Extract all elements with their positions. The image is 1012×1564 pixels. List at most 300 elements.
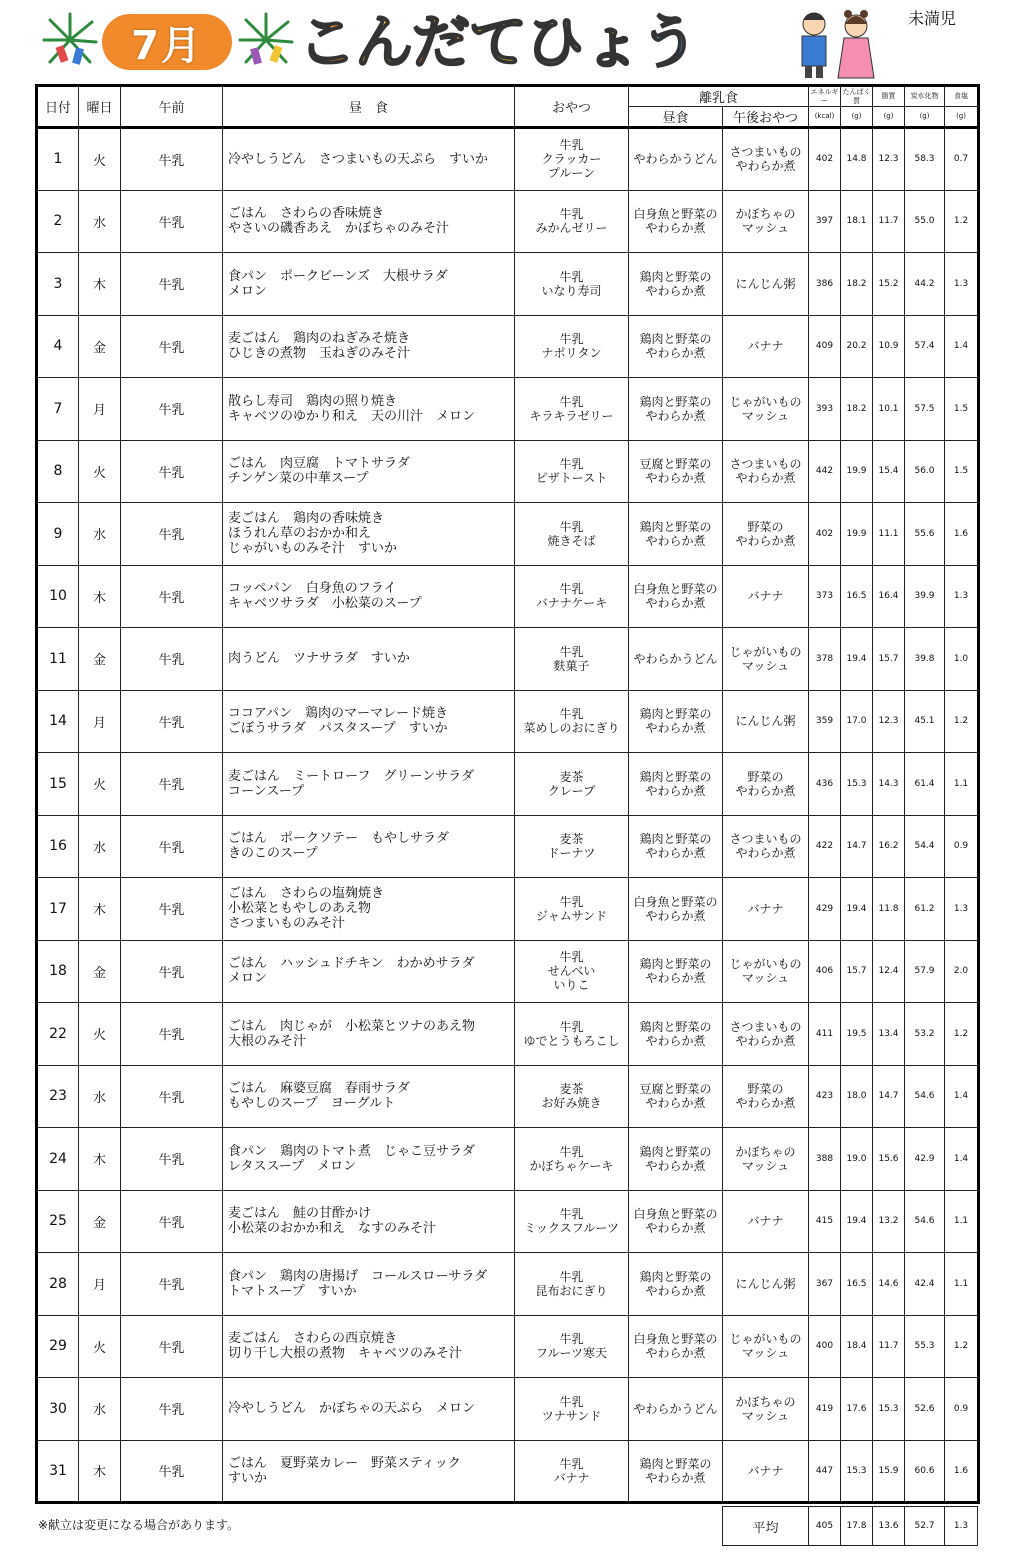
baby-snack-cell: にんじん粥 [723, 253, 809, 316]
table-row [37, 253, 979, 316]
snack-cell: 牛乳 クラッカー プルーン [515, 128, 629, 191]
morning-cell: 牛乳 [121, 378, 223, 441]
average-carbs: 52.7 [905, 1507, 945, 1546]
weekday-cell: 月 [79, 690, 121, 753]
weekday-cell: 金 [79, 628, 121, 691]
morning-cell: 牛乳 [121, 440, 223, 503]
energy-cell: 429 [809, 878, 841, 941]
snack-cell: 牛乳 ジャムサンド [515, 878, 629, 941]
protein-cell: 19.9 [841, 440, 873, 503]
carbs-cell: 44.2 [905, 253, 945, 316]
fat-cell: 16.2 [873, 815, 905, 878]
title-char: ひ [526, 8, 584, 76]
header-baby-food: 離乳食 [629, 86, 809, 107]
carbs-cell: 54.4 [905, 815, 945, 878]
energy-cell: 359 [809, 690, 841, 753]
baby-lunch-cell: 鶏肉と野菜の やわらか煮 [629, 503, 723, 566]
date-cell: 17 [37, 878, 79, 941]
lunch-cell: 麦ごはん 鶏肉のねぎみそ焼き ひじきの煮物 玉ねぎのみそ汁 [223, 315, 515, 378]
protein-cell: 16.5 [841, 1253, 873, 1316]
lunch-cell: 散らし寿司 鶏肉の照り焼き キャベツのゆかり和え 天の川汁 メロン [223, 378, 515, 441]
fat-cell: 15.3 [873, 1378, 905, 1441]
average-energy: 405 [809, 1507, 841, 1546]
header-fat: 脂質 [873, 86, 905, 107]
date-cell: 10 [37, 565, 79, 628]
salt-cell: 1.6 [945, 503, 979, 566]
date-cell: 31 [37, 1440, 79, 1503]
firework-left-icon [40, 10, 100, 70]
energy-cell: 388 [809, 1128, 841, 1191]
snack-cell: 牛乳 ナポリタン [515, 315, 629, 378]
table-row [37, 315, 979, 378]
header-fat-unit: (g) [873, 107, 905, 128]
table-row [37, 503, 979, 566]
menu-table [35, 84, 980, 1504]
energy-cell: 422 [809, 815, 841, 878]
morning-cell: 牛乳 [121, 1378, 223, 1441]
table-row [37, 1378, 979, 1441]
protein-cell: 18.1 [841, 190, 873, 253]
snack-cell: 牛乳 ツナサンド [515, 1378, 629, 1441]
snack-cell: 牛乳 昆布おにぎり [515, 1253, 629, 1316]
morning-cell: 牛乳 [121, 1190, 223, 1253]
protein-cell: 19.4 [841, 1190, 873, 1253]
carbs-cell: 57.9 [905, 940, 945, 1003]
average-row [723, 1507, 978, 1546]
morning-cell: 牛乳 [121, 565, 223, 628]
snack-cell: 牛乳 かぼちゃケーキ [515, 1128, 629, 1191]
lunch-cell: ごはん 肉じゃが 小松菜とツナのあえ物 大根のみそ汁 [223, 1003, 515, 1066]
baby-lunch-cell: 白身魚と野菜の やわらか煮 [629, 565, 723, 628]
snack-cell: 牛乳 ミックスフルーツ [515, 1190, 629, 1253]
morning-cell: 牛乳 [121, 753, 223, 816]
lunch-cell: 食パン 鶏肉の唐揚げ コールスローサラダ トマトスープ すいか [223, 1253, 515, 1316]
baby-lunch-cell: 鶏肉と野菜の やわらか煮 [629, 378, 723, 441]
page-title [298, 6, 697, 78]
grade-label: 未満児 [908, 9, 957, 28]
date-cell: 28 [37, 1253, 79, 1316]
morning-cell: 牛乳 [121, 315, 223, 378]
weekday-cell: 水 [79, 190, 121, 253]
lunch-cell: 麦ごはん 鮭の甘酢かけ 小松菜のおかか和え なすのみそ汁 [223, 1190, 515, 1253]
footer-note: ※献立は変更になる場合があります。 [38, 1518, 240, 1532]
lunch-cell: 食パン ポークビーンズ 大根サラダ メロン [223, 253, 515, 316]
baby-lunch-cell: 鶏肉と野菜の やわらか煮 [629, 315, 723, 378]
snack-cell: 牛乳 みかんゼリー [515, 190, 629, 253]
lunch-cell: ごはん ハッシュドチキン わかめサラダ メロン [223, 940, 515, 1003]
header-salt: 食塩 [945, 86, 979, 107]
header-snack: おやつ [515, 86, 629, 128]
salt-cell: 1.2 [945, 1315, 979, 1378]
table-row [37, 878, 979, 941]
salt-cell: 1.3 [945, 878, 979, 941]
fat-cell: 12.3 [873, 128, 905, 191]
table-row [37, 190, 979, 253]
lunch-cell: ごはん 麻婆豆腐 春雨サラダ もやしのスープ ヨーグルト [223, 1065, 515, 1128]
table-row [37, 1440, 979, 1503]
baby-snack-cell: さつまいもの やわらか煮 [723, 440, 809, 503]
baby-snack-cell: じゃがいもの マッシュ [723, 628, 809, 691]
morning-cell: 牛乳 [121, 1128, 223, 1191]
weekday-cell: 水 [79, 503, 121, 566]
average-label: 平均 [723, 1507, 809, 1546]
fat-cell: 11.7 [873, 190, 905, 253]
fat-cell: 12.4 [873, 940, 905, 1003]
date-cell: 14 [37, 690, 79, 753]
carbs-cell: 45.1 [905, 690, 945, 753]
snack-cell: 牛乳 焼きそば [515, 503, 629, 566]
morning-cell: 牛乳 [121, 878, 223, 941]
date-cell: 8 [37, 440, 79, 503]
date-cell: 18 [37, 940, 79, 1003]
carbs-cell: 52.6 [905, 1378, 945, 1441]
baby-lunch-cell: やわらかうどん [629, 628, 723, 691]
morning-cell: 牛乳 [121, 690, 223, 753]
energy-cell: 411 [809, 1003, 841, 1066]
weekday-cell: 木 [79, 565, 121, 628]
fat-cell: 15.9 [873, 1440, 905, 1503]
carbs-cell: 39.9 [905, 565, 945, 628]
fat-cell: 14.6 [873, 1253, 905, 1316]
snack-cell: 牛乳 バナナ [515, 1440, 629, 1503]
weekday-cell: 火 [79, 1315, 121, 1378]
snack-cell: 牛乳 フルーツ寒天 [515, 1315, 629, 1378]
date-cell: 25 [37, 1190, 79, 1253]
carbs-cell: 42.4 [905, 1253, 945, 1316]
morning-cell: 牛乳 [121, 190, 223, 253]
weekday-cell: 火 [79, 753, 121, 816]
energy-cell: 436 [809, 753, 841, 816]
table-row [37, 940, 979, 1003]
baby-snack-cell: にんじん粥 [723, 690, 809, 753]
salt-cell: 1.2 [945, 690, 979, 753]
table-row [37, 815, 979, 878]
lunch-cell: ごはん ポークソテー もやしサラダ きのこのスープ [223, 815, 515, 878]
salt-cell: 1.1 [945, 753, 979, 816]
salt-cell: 1.0 [945, 628, 979, 691]
baby-snack-cell: バナナ [723, 1190, 809, 1253]
baby-snack-cell: にんじん粥 [723, 1253, 809, 1316]
date-cell: 16 [37, 815, 79, 878]
fat-cell: 11.1 [873, 503, 905, 566]
title-char: ん [355, 8, 413, 76]
carbs-cell: 55.3 [905, 1315, 945, 1378]
date-cell: 1 [37, 128, 79, 191]
baby-lunch-cell: 鶏肉と野菜の やわらか煮 [629, 1440, 723, 1503]
month-label: 7月 [131, 22, 203, 69]
energy-cell: 409 [809, 315, 841, 378]
carbs-cell: 56.0 [905, 440, 945, 503]
protein-cell: 16.5 [841, 565, 873, 628]
fat-cell: 14.7 [873, 1065, 905, 1128]
header-morning: 午前 [121, 86, 223, 128]
salt-cell: 2.0 [945, 940, 979, 1003]
month-badge [102, 14, 232, 70]
header-energy-unit: (kcal) [809, 107, 841, 128]
snack-cell: 牛乳 せんべい いりこ [515, 940, 629, 1003]
date-cell: 24 [37, 1128, 79, 1191]
salt-cell: 1.3 [945, 253, 979, 316]
carbs-cell: 58.3 [905, 128, 945, 191]
lunch-cell: 冷やしうどん かぼちゃの天ぷら メロン [223, 1378, 515, 1441]
fat-cell: 13.4 [873, 1003, 905, 1066]
protein-cell: 18.0 [841, 1065, 873, 1128]
fat-cell: 15.2 [873, 253, 905, 316]
protein-cell: 18.4 [841, 1315, 873, 1378]
lunch-cell: コッペパン 白身魚のフライ キャベツサラダ 小松菜のスープ [223, 565, 515, 628]
weekday-cell: 木 [79, 1440, 121, 1503]
date-cell: 2 [37, 190, 79, 253]
date-cell: 9 [37, 503, 79, 566]
baby-lunch-cell: 鶏肉と野菜の やわらか煮 [629, 253, 723, 316]
energy-cell: 386 [809, 253, 841, 316]
fat-cell: 16.4 [873, 565, 905, 628]
protein-cell: 17.0 [841, 690, 873, 753]
baby-snack-cell: さつまいもの やわらか煮 [723, 815, 809, 878]
baby-snack-cell: バナナ [723, 315, 809, 378]
morning-cell: 牛乳 [121, 1065, 223, 1128]
protein-cell: 15.3 [841, 753, 873, 816]
weekday-cell: 水 [79, 815, 121, 878]
snack-cell: 牛乳 ピザトースト [515, 440, 629, 503]
header-carbs-unit: (g) [905, 107, 945, 128]
baby-snack-cell: バナナ [723, 565, 809, 628]
menu-body [37, 128, 979, 1503]
salt-cell: 1.1 [945, 1253, 979, 1316]
salt-cell: 1.5 [945, 378, 979, 441]
fat-cell: 14.3 [873, 753, 905, 816]
morning-cell: 牛乳 [121, 628, 223, 691]
date-cell: 29 [37, 1315, 79, 1378]
weekday-cell: 金 [79, 315, 121, 378]
header-baby-lunch: 昼食 [629, 107, 723, 128]
protein-cell: 14.8 [841, 128, 873, 191]
baby-lunch-cell: やわらかうどん [629, 128, 723, 191]
baby-lunch-cell: 鶏肉と野菜の やわらか煮 [629, 690, 723, 753]
table-row [37, 628, 979, 691]
salt-cell: 0.9 [945, 1378, 979, 1441]
snack-cell: 牛乳 バナナケーキ [515, 565, 629, 628]
protein-cell: 18.2 [841, 378, 873, 441]
title-char: う [640, 8, 698, 76]
salt-cell: 1.3 [945, 565, 979, 628]
weekday-cell: 木 [79, 1128, 121, 1191]
date-cell: 7 [37, 378, 79, 441]
baby-lunch-cell: 鶏肉と野菜の やわらか煮 [629, 940, 723, 1003]
table-row [37, 1065, 979, 1128]
date-cell: 30 [37, 1378, 79, 1441]
header-weekday: 曜日 [79, 86, 121, 128]
carbs-cell: 42.9 [905, 1128, 945, 1191]
baby-lunch-cell: 白身魚と野菜の やわらか煮 [629, 1190, 723, 1253]
lunch-cell: 冷やしうどん さつまいもの天ぷら すいか [223, 128, 515, 191]
energy-cell: 402 [809, 503, 841, 566]
fat-cell: 15.6 [873, 1128, 905, 1191]
table-row [37, 565, 979, 628]
lunch-cell: 食パン 鶏肉のトマト煮 じゃこ豆サラダ レタススープ メロン [223, 1128, 515, 1191]
header-protein-unit: (g) [841, 107, 873, 128]
table-row [37, 1190, 979, 1253]
weekday-cell: 金 [79, 940, 121, 1003]
protein-cell: 19.4 [841, 628, 873, 691]
date-cell: 4 [37, 315, 79, 378]
energy-cell: 406 [809, 940, 841, 1003]
weekday-cell: 火 [79, 128, 121, 191]
morning-cell: 牛乳 [121, 128, 223, 191]
weekday-cell: 水 [79, 1378, 121, 1441]
carbs-cell: 54.6 [905, 1065, 945, 1128]
weekday-cell: 火 [79, 1003, 121, 1066]
table-row [37, 690, 979, 753]
firework-right-icon [236, 10, 296, 70]
carbs-cell: 55.0 [905, 190, 945, 253]
salt-cell: 0.9 [945, 815, 979, 878]
table-row [37, 1128, 979, 1191]
energy-cell: 447 [809, 1440, 841, 1503]
morning-cell: 牛乳 [121, 503, 223, 566]
weekday-cell: 木 [79, 253, 121, 316]
snack-cell: 麦茶 ドーナツ [515, 815, 629, 878]
date-cell: 3 [37, 253, 79, 316]
salt-cell: 1.1 [945, 1190, 979, 1253]
energy-cell: 415 [809, 1190, 841, 1253]
fat-cell: 10.9 [873, 315, 905, 378]
header [0, 0, 1012, 84]
snack-cell: 牛乳 菜めしのおにぎり [515, 690, 629, 753]
morning-cell: 牛乳 [121, 1253, 223, 1316]
baby-snack-cell: さつまいもの やわらか煮 [723, 128, 809, 191]
table-row [37, 128, 979, 191]
header-lunch: 昼 食 [223, 86, 515, 128]
salt-cell: 1.6 [945, 1440, 979, 1503]
weekday-cell: 火 [79, 440, 121, 503]
table-row [37, 1315, 979, 1378]
protein-cell: 15.7 [841, 940, 873, 1003]
average-fat: 13.6 [873, 1507, 905, 1546]
lunch-cell: 麦ごはん 鶏肉の香味焼き ほうれん草のおかか和え じゃがいものみそ汁 すいか [223, 503, 515, 566]
energy-cell: 397 [809, 190, 841, 253]
carbs-cell: 60.6 [905, 1440, 945, 1503]
baby-lunch-cell: やわらかうどん [629, 1378, 723, 1441]
protein-cell: 15.3 [841, 1440, 873, 1503]
baby-lunch-cell: 鶏肉と野菜の やわらか煮 [629, 1253, 723, 1316]
date-cell: 11 [37, 628, 79, 691]
protein-cell: 18.2 [841, 253, 873, 316]
average-protein: 17.8 [841, 1507, 873, 1546]
baby-lunch-cell: 白身魚と野菜の やわらか煮 [629, 1315, 723, 1378]
header-salt-unit: (g) [945, 107, 979, 128]
title-char: て [469, 8, 527, 76]
salt-cell: 0.7 [945, 128, 979, 191]
baby-snack-cell: バナナ [723, 878, 809, 941]
lunch-cell: ごはん 肉豆腐 トマトサラダ チンゲン菜の中華スープ [223, 440, 515, 503]
baby-snack-cell: かぼちゃの マッシュ [723, 190, 809, 253]
morning-cell: 牛乳 [121, 1003, 223, 1066]
carbs-cell: 57.4 [905, 315, 945, 378]
snack-cell: 牛乳 いなり寿司 [515, 253, 629, 316]
carbs-cell: 57.5 [905, 378, 945, 441]
carbs-cell: 61.4 [905, 753, 945, 816]
snack-cell: 麦茶 クレープ [515, 753, 629, 816]
protein-cell: 19.4 [841, 878, 873, 941]
baby-snack-cell: 野菜の やわらか煮 [723, 753, 809, 816]
salt-cell: 1.4 [945, 315, 979, 378]
energy-cell: 378 [809, 628, 841, 691]
baby-snack-cell: さつまいもの やわらか煮 [723, 1003, 809, 1066]
lunch-cell: ごはん さわらの香味焼き やさいの磯香あえ かぼちゃのみそ汁 [223, 190, 515, 253]
fat-cell: 15.7 [873, 628, 905, 691]
lunch-cell: ごはん さわらの塩麹焼き 小松菜ともやしのあえ物 さつまいものみそ汁 [223, 878, 515, 941]
fat-cell: 11.7 [873, 1315, 905, 1378]
salt-cell: 1.4 [945, 1128, 979, 1191]
protein-cell: 20.2 [841, 315, 873, 378]
lunch-cell: ココアパン 鶏肉のマーマレード焼き ごぼうサラダ パスタスープ すいか [223, 690, 515, 753]
energy-cell: 402 [809, 128, 841, 191]
protein-cell: 14.7 [841, 815, 873, 878]
fat-cell: 10.1 [873, 378, 905, 441]
morning-cell: 牛乳 [121, 1315, 223, 1378]
header-energy: エネルギー [810, 87, 839, 105]
snack-cell: 牛乳 麩菓子 [515, 628, 629, 691]
table-row [37, 753, 979, 816]
baby-lunch-cell: 白身魚と野菜の やわらか煮 [629, 878, 723, 941]
carbs-cell: 39.8 [905, 628, 945, 691]
baby-snack-cell: 野菜の やわらか煮 [723, 1065, 809, 1128]
lunch-cell: 麦ごはん ミートローフ グリーンサラダ コーンスープ [223, 753, 515, 816]
table-row [37, 1003, 979, 1066]
protein-cell: 17.6 [841, 1378, 873, 1441]
date-cell: 15 [37, 753, 79, 816]
weekday-cell: 水 [79, 1065, 121, 1128]
salt-cell: 1.2 [945, 1003, 979, 1066]
baby-lunch-cell: 豆腐と野菜の やわらか煮 [629, 1065, 723, 1128]
tanabata-couple-icon [786, 6, 886, 82]
title-char: ょ [583, 8, 641, 76]
baby-lunch-cell: 鶏肉と野菜の やわらか煮 [629, 815, 723, 878]
carbs-cell: 53.2 [905, 1003, 945, 1066]
baby-lunch-cell: 鶏肉と野菜の やわらか煮 [629, 1128, 723, 1191]
lunch-cell: 肉うどん ツナサラダ すいか [223, 628, 515, 691]
header-protein: たんぱく質 [842, 87, 871, 105]
salt-cell: 1.2 [945, 190, 979, 253]
energy-cell: 367 [809, 1253, 841, 1316]
weekday-cell: 月 [79, 378, 121, 441]
protein-cell: 19.5 [841, 1003, 873, 1066]
energy-cell: 442 [809, 440, 841, 503]
carbs-cell: 55.6 [905, 503, 945, 566]
baby-snack-cell: じゃがいもの マッシュ [723, 940, 809, 1003]
weekday-cell: 金 [79, 1190, 121, 1253]
baby-snack-cell: バナナ [723, 1440, 809, 1503]
energy-cell: 400 [809, 1315, 841, 1378]
fat-cell: 11.8 [873, 878, 905, 941]
weekday-cell: 月 [79, 1253, 121, 1316]
baby-snack-cell: かぼちゃの マッシュ [723, 1378, 809, 1441]
lunch-cell: 麦ごはん さわらの西京焼き 切り干し大根の煮物 キャベツのみそ汁 [223, 1315, 515, 1378]
fat-cell: 13.2 [873, 1190, 905, 1253]
table-row [37, 1253, 979, 1316]
baby-lunch-cell: 豆腐と野菜の やわらか煮 [629, 440, 723, 503]
energy-cell: 419 [809, 1378, 841, 1441]
baby-lunch-cell: 白身魚と野菜の やわらか煮 [629, 190, 723, 253]
header-baby-snack: 午後おやつ [723, 107, 809, 128]
title-char: こ [298, 8, 356, 76]
energy-cell: 423 [809, 1065, 841, 1128]
baby-snack-cell: じゃがいもの マッシュ [723, 1315, 809, 1378]
lunch-cell: ごはん 夏野菜カレー 野菜スティック すいか [223, 1440, 515, 1503]
title-char: だ [412, 8, 470, 76]
energy-cell: 393 [809, 378, 841, 441]
